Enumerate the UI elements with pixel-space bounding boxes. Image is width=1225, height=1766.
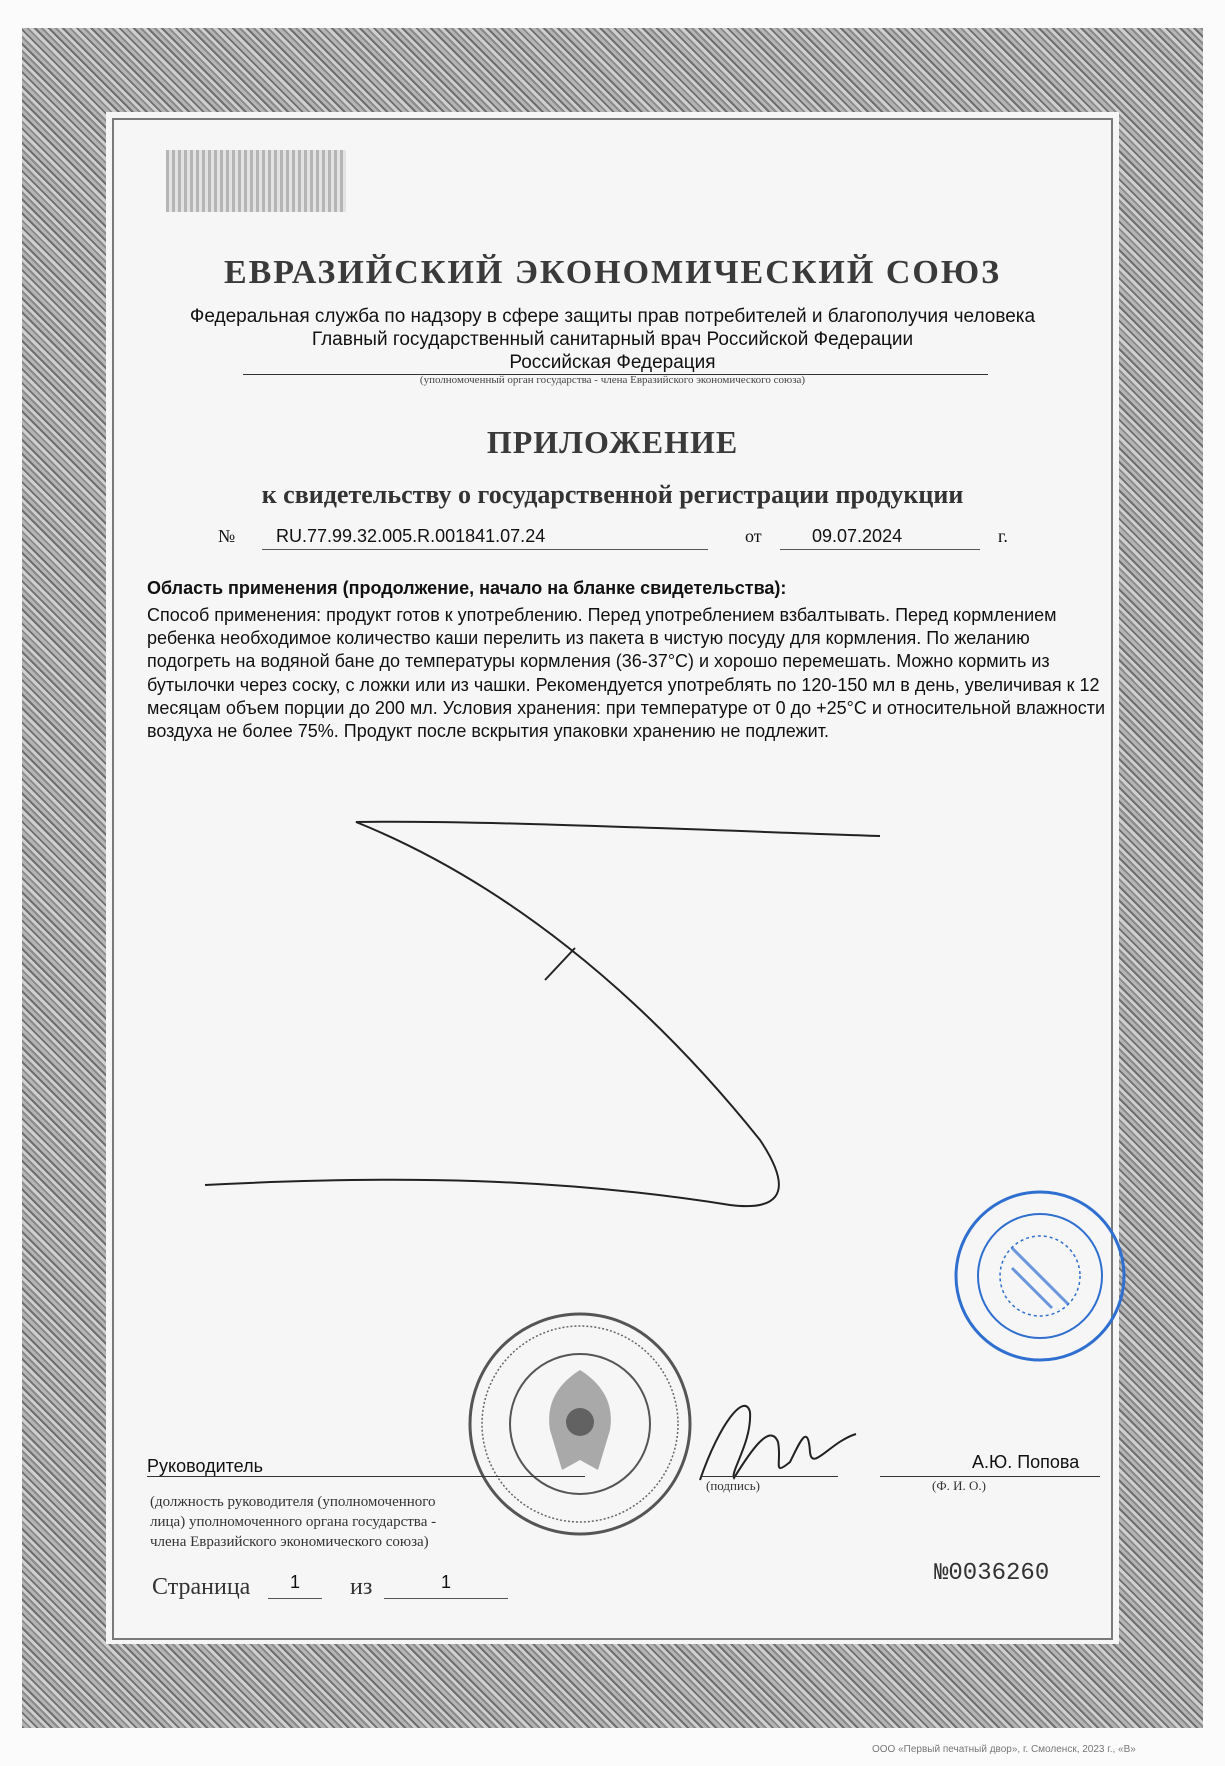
scope-text: Способ применения: продукт готов к употреблению. Перед употреблением взбалтывать. Перед кормлением ребенка необходимое количество каши перелить из пакета в чистую посуду для кормления. По желанию подогреть на водяной бане до температуры кормления (36-37°С) и хорошо перемешать. Можно кормить из бутылочки через соску, с ложки или из чашки. Рекомендуется употреблять по 120-150 мл в день, увеличивая к 12 месяцам объем порции до 200 мл. Условия хранения: при температуре от 0 до +25°С и относительной влажности воздуха не более 75%. Продукт после вскрытия упаковки хранению не подлежит. (147, 605, 1106, 742)
authority-line-1: Федеральная служба по надзору в сфере защиты прав потребителей и благополучия человека (189, 306, 1036, 327)
signatory-role: Руководитель (147, 1456, 263, 1476)
role-caption-line-3: члена Евразийского экономического союза) (150, 1534, 429, 1550)
union-heading: ЕВРАЗИЙСКИЙ ЭКОНОМИЧЕСКИЙ СОЮЗ (223, 254, 1002, 291)
name-underline (880, 1476, 1100, 1477)
signature-caption: (подпись) (706, 1478, 760, 1493)
page-total: 1 (440, 1572, 451, 1592)
authority-line-2: Главный государственный санитарный врач Российской Федерации (311, 329, 914, 350)
name-caption: (Ф. И. О.) (932, 1478, 986, 1493)
number-label: № (218, 526, 236, 546)
page-total-underline (384, 1598, 508, 1599)
registration-number: RU.77.99.32.005.R.001841.07.24 (276, 526, 546, 546)
document-subtitle: к свидетельству о государственной регистрации продукции (261, 480, 964, 509)
signatory-name: А.Ю. Попова (972, 1452, 1080, 1472)
document-title: ПРИЛОЖЕНИЕ (486, 424, 739, 460)
signature-underline (700, 1476, 838, 1477)
registration-date: 09.07.2024 (812, 526, 903, 546)
authority-caption: (уполномоченный орган государства - члена Евразийского экономического союза) (419, 374, 806, 386)
page-label: Страница (152, 1574, 251, 1600)
page-current-underline (268, 1598, 322, 1599)
year-suffix: г. (998, 526, 1008, 546)
page-current: 1 (289, 1572, 300, 1592)
blank-number: №0036260 (934, 1560, 1050, 1587)
page-of-label: из (350, 1574, 373, 1600)
authority-line-3: Российская Федерация (509, 352, 716, 373)
handwritten-signature-icon (690, 1382, 860, 1490)
printer-note: ООО «Первый печатный двор», г. Смоленск, 2023 г., «В» (872, 1744, 1136, 1755)
scope-heading: Область применения (продолжение, начало на бланке свидетельства): (147, 578, 787, 598)
rospotrebnadzor-seal-icon (466, 1310, 694, 1538)
role-underline (147, 1476, 585, 1477)
blue-round-stamp-icon (952, 1188, 1128, 1364)
from-label: от (745, 526, 762, 546)
role-caption-line-1: (должность руководителя (уполномоченного (150, 1494, 436, 1510)
role-caption-line-2: лица) уполномоченного органа государства - (150, 1514, 437, 1530)
